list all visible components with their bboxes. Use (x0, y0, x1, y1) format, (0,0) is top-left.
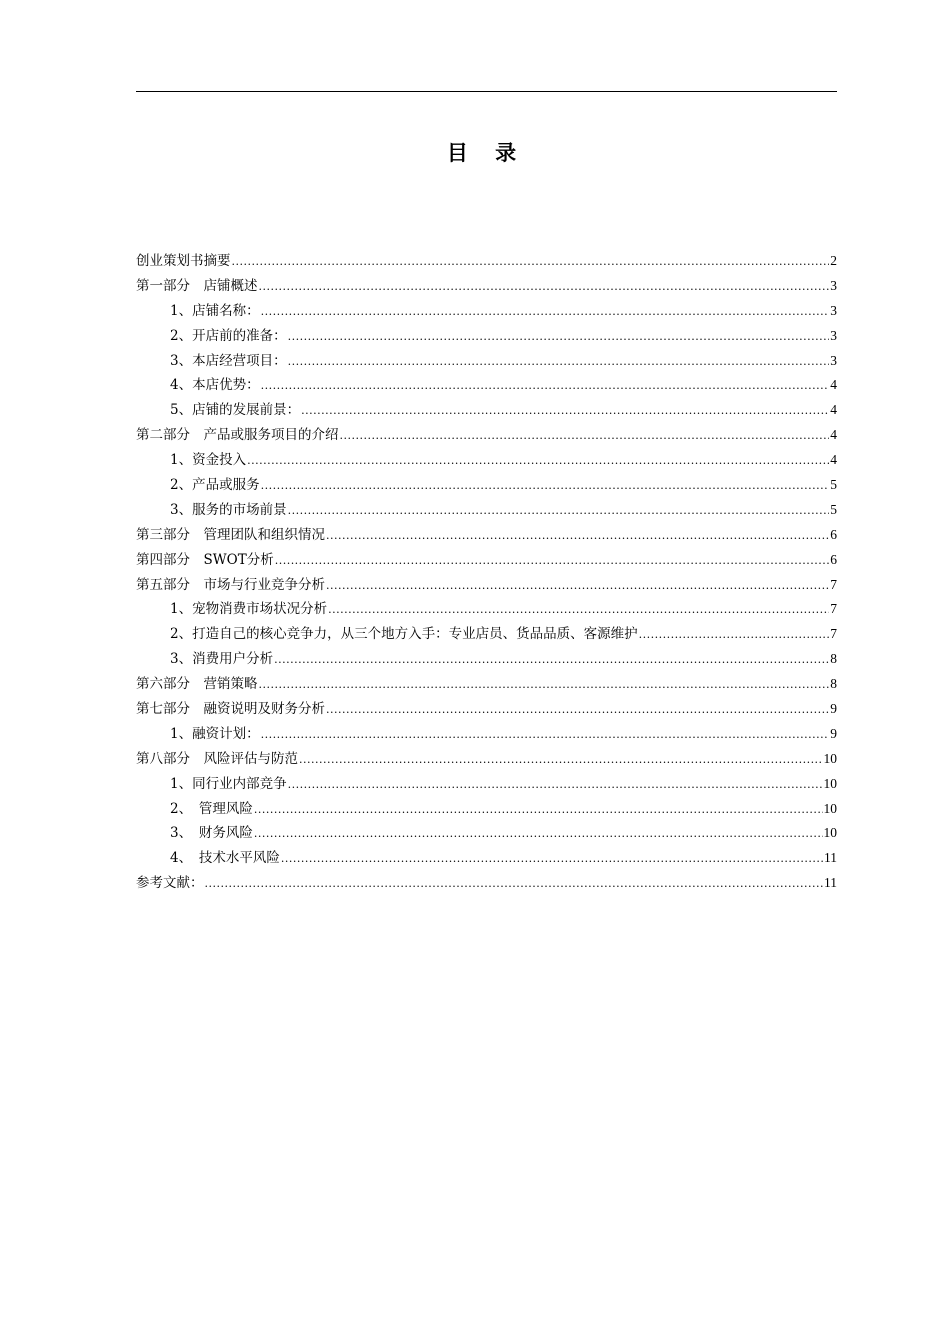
toc-page-number: 8 (830, 651, 837, 667)
toc-page-number: 6 (830, 526, 837, 542)
toc-dot-leader (259, 275, 830, 299)
toc-entry-text: 3、消费用户分析 (170, 651, 274, 668)
toc-title: 目 录 (446, 140, 527, 166)
toc-entry[interactable] (136, 473, 837, 498)
toc-list (136, 249, 837, 896)
toc-dot-leader (259, 673, 830, 697)
toc-dot-leader (254, 798, 823, 822)
toc-dot-leader (275, 549, 830, 573)
toc-dot-leader (254, 822, 823, 846)
toc-entry-text: 第二部分 产品或服务项目的介绍 (136, 427, 339, 444)
toc-entry[interactable] (136, 324, 837, 349)
toc-entry[interactable] (136, 398, 837, 423)
toc-entry[interactable] (136, 249, 837, 274)
toc-entry[interactable] (136, 747, 837, 772)
toc-entry[interactable] (136, 797, 837, 822)
toc-page-number: 3 (830, 352, 837, 368)
toc-entry-text: 3、本店经营项目： (170, 352, 287, 369)
toc-dot-leader (288, 499, 830, 523)
toc-entry-text: 第四部分 SWOT分析 (136, 551, 274, 568)
toc-dot-leader (261, 300, 830, 324)
toc-dot-leader (281, 847, 823, 871)
toc-page-number: 4 (830, 377, 837, 393)
toc-entry[interactable] (136, 772, 837, 797)
toc-page-number: 4 (830, 402, 837, 418)
toc-entry-text: 创业策划书摘要 (136, 253, 231, 269)
toc-page-number: 4 (830, 452, 837, 468)
toc-entry-text: 1、宠物消费市场状况分析 (170, 601, 328, 618)
toc-entry-text: 2、 管理风险 (170, 800, 253, 817)
toc-page-number: 8 (830, 676, 837, 692)
header-rule (136, 91, 837, 92)
toc-page-number: 7 (830, 576, 837, 592)
toc-entry-text: 第一部分 店铺概述 (136, 277, 258, 294)
toc-entry-text: 2、产品或服务 (170, 477, 260, 494)
toc-page-number: 3 (830, 327, 837, 343)
toc-entry-text: 1、融资计划： (170, 725, 260, 742)
toc-page-number: 5 (830, 477, 837, 493)
toc-dot-leader (288, 773, 823, 797)
toc-page-number: 3 (830, 302, 837, 318)
toc-dot-leader (288, 350, 830, 374)
toc-entry[interactable] (136, 373, 837, 398)
toc-entry[interactable] (136, 448, 837, 473)
toc-page-number: 11 (824, 875, 837, 891)
toc-entry[interactable] (136, 622, 837, 647)
toc-page-number: 10 (823, 800, 837, 816)
toc-entry-text: 3、 财务风险 (170, 825, 253, 842)
toc-entry[interactable] (136, 274, 837, 299)
toc-page-number: 2 (830, 253, 837, 268)
toc-entry[interactable] (136, 523, 837, 548)
toc-entry-text: 5、店铺的发展前景： (170, 402, 301, 419)
toc-dot-leader (639, 623, 830, 647)
toc-entry[interactable] (136, 846, 837, 871)
toc-entry-text: 第六部分 营销策略 (136, 676, 258, 693)
toc-entry-text: 4、 技术水平风险 (170, 850, 280, 867)
toc-entry[interactable] (136, 597, 837, 622)
toc-entry-text: 4、本店优势： (170, 377, 260, 394)
toc-page-number: 4 (830, 427, 837, 443)
toc-page-number: 7 (830, 601, 837, 617)
toc-dot-leader (326, 574, 829, 598)
toc-entry[interactable] (136, 498, 837, 523)
toc-dot-leader (205, 872, 824, 896)
toc-entry[interactable] (136, 349, 837, 374)
toc-dot-leader (326, 524, 829, 548)
toc-entry-text: 2、打造自己的核心竞争力，从三个地方入手：专业店员、货品品质、客源维护 (170, 626, 638, 643)
toc-page-number: 11 (824, 850, 837, 866)
toc-page-number: 10 (823, 750, 837, 766)
toc-dot-leader (288, 325, 830, 349)
toc-entry[interactable] (136, 573, 837, 598)
toc-dot-leader (299, 748, 823, 772)
toc-page-number: 6 (830, 551, 837, 567)
toc-page-number: 10 (823, 825, 837, 841)
toc-entry[interactable] (136, 299, 837, 324)
toc-entry-text: 第五部分 市场与行业竞争分析 (136, 576, 325, 593)
toc-entry[interactable] (136, 672, 837, 697)
toc-page-number: 5 (830, 501, 837, 517)
toc-dot-leader (301, 399, 829, 423)
toc-entry-text: 1、同行业内部竞争 (170, 775, 287, 792)
toc-dot-leader (247, 449, 829, 473)
toc-entry-text: 1、店铺名称： (170, 302, 260, 319)
toc-dot-leader (274, 648, 829, 672)
toc-dot-leader (340, 424, 830, 448)
toc-entry[interactable] (136, 548, 837, 573)
toc-page-number: 9 (830, 725, 837, 741)
toc-entry[interactable] (136, 423, 837, 448)
toc-dot-leader (326, 698, 829, 722)
toc-entry-text: 3、服务的市场前景 (170, 501, 287, 518)
toc-page-number: 7 (830, 626, 837, 642)
toc-dot-leader (261, 474, 830, 498)
toc-entry[interactable] (136, 697, 837, 722)
toc-entry-text: 第七部分 融资说明及财务分析 (136, 701, 325, 718)
toc-dot-leader (232, 250, 830, 274)
toc-dot-leader (261, 374, 830, 398)
toc-page-number: 9 (830, 701, 837, 717)
toc-dot-leader (261, 723, 830, 747)
toc-entry-text: 第八部分 风险评估与防范 (136, 750, 298, 767)
toc-entry-text: 2、开店前的准备： (170, 327, 287, 344)
toc-entry[interactable] (136, 821, 837, 846)
toc-entry-text: 参考文献： (136, 875, 204, 892)
toc-entry[interactable] (136, 647, 837, 672)
toc-entry[interactable] (136, 871, 837, 896)
toc-page-number: 10 (823, 775, 837, 791)
toc-entry[interactable] (136, 722, 837, 747)
toc-dot-leader (328, 598, 829, 622)
toc-entry-text: 第三部分 管理团队和组织情况 (136, 526, 325, 543)
toc-entry-text: 1、资金投入 (170, 452, 247, 469)
toc-page-number: 3 (830, 277, 837, 293)
